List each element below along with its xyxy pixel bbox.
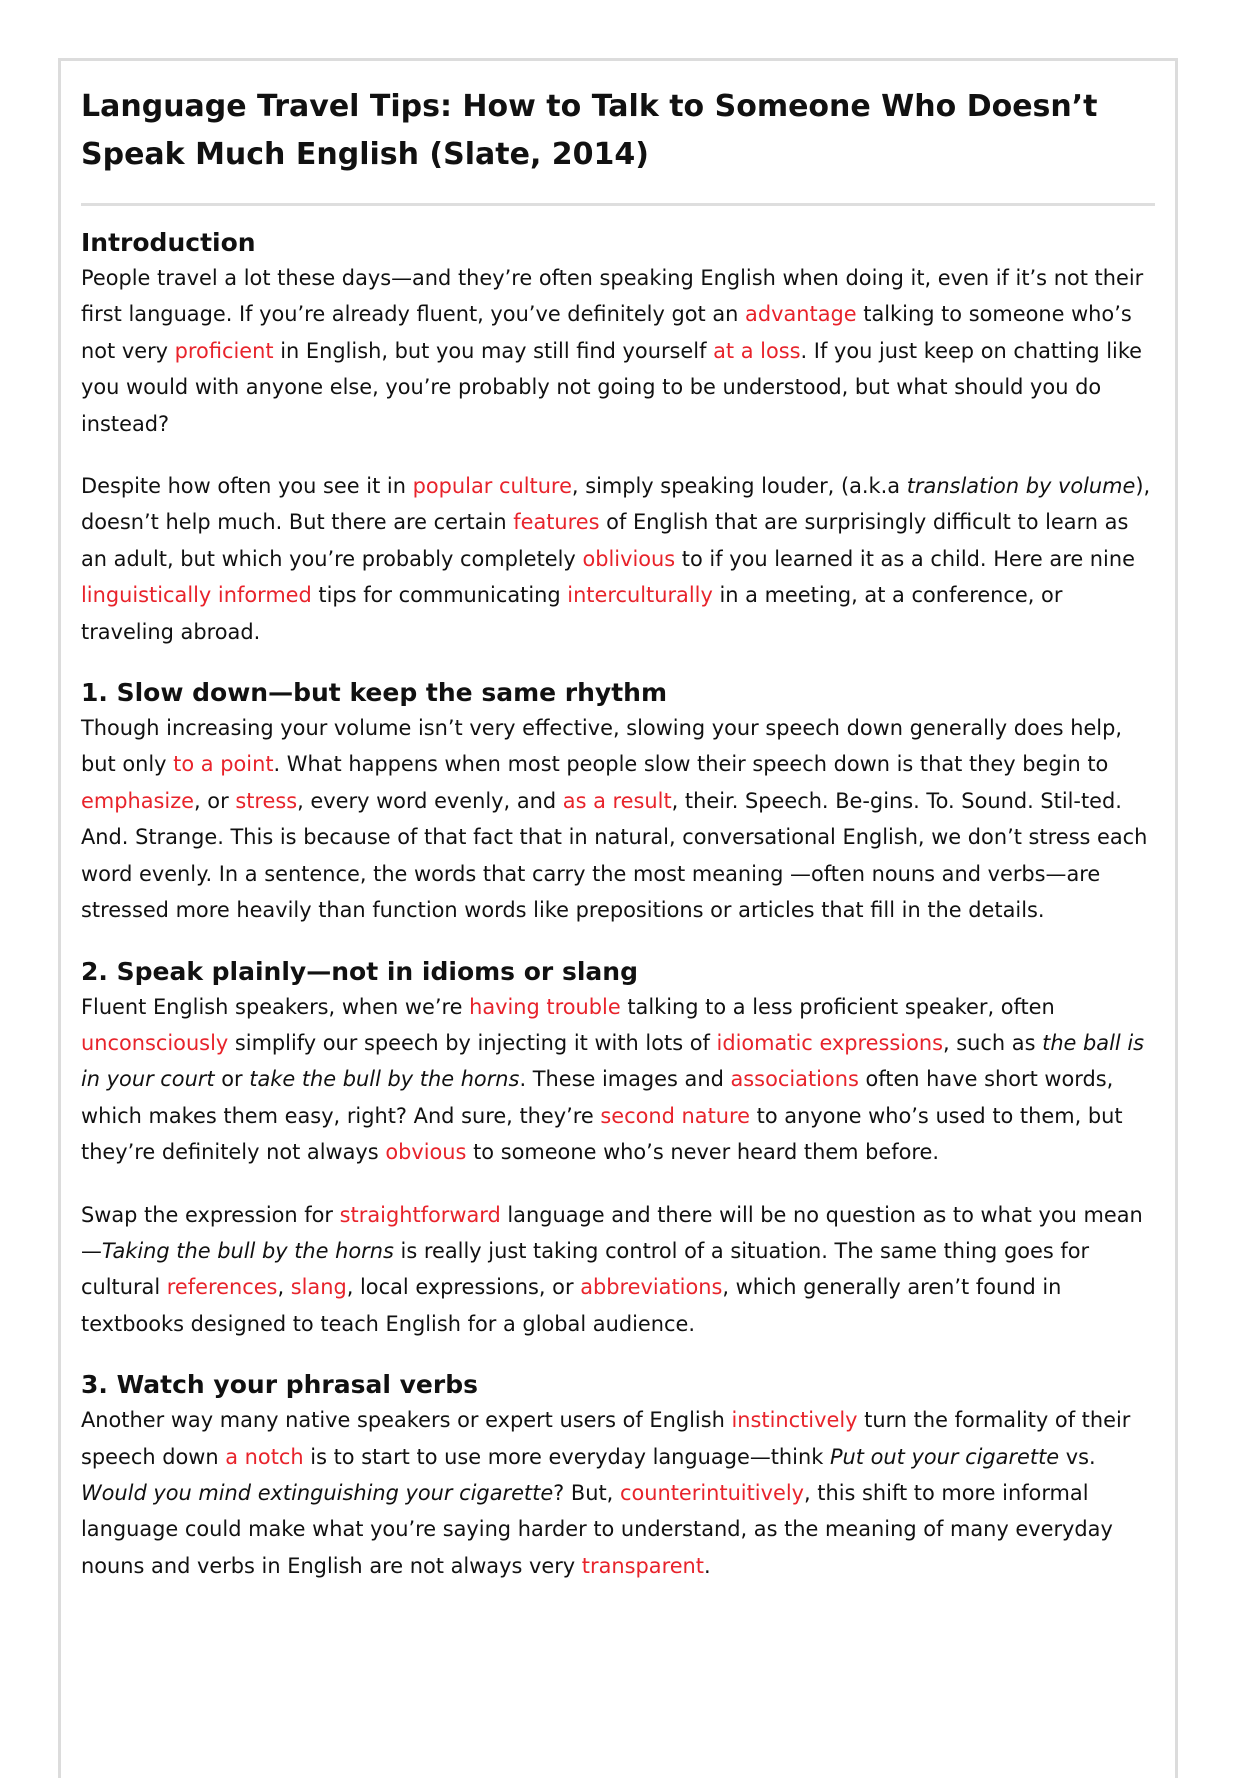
- text-run: . What happens when most people slow their speech down is that they begin to: [273, 752, 1109, 777]
- highlighted-term: as a result: [562, 788, 672, 813]
- highlighted-term: counterintuitively: [619, 1480, 804, 1505]
- paragraph: [81, 260, 1155, 442]
- highlighted-term: associations: [730, 1067, 859, 1092]
- text-run: to anyone who’s used to them, but they’re definitely not always: [81, 1103, 1123, 1165]
- highlighted-term: straightforward: [339, 1202, 501, 1227]
- paragraph: [81, 989, 1155, 1171]
- article-card: [58, 58, 1178, 1778]
- highlighted-term: oblivious: [582, 546, 676, 571]
- text-run: , or: [194, 788, 236, 813]
- highlighted-term: linguistically informed: [81, 583, 312, 608]
- section-heading: Introduction: [81, 228, 256, 257]
- highlighted-term: at a loss: [713, 338, 801, 363]
- italic-phrase: the ball is in your court: [81, 1030, 1145, 1092]
- paragraph: [81, 1197, 1155, 1343]
- highlighted-term: second nature: [600, 1103, 750, 1128]
- highlighted-term: a notch: [225, 1444, 304, 1469]
- text-run: Though increasing your volume isn’t very effective, slowing your speech down generally does help, but only: [81, 716, 1123, 777]
- highlighted-term: abbreviations: [580, 1275, 723, 1300]
- text-run: ,: [277, 1275, 291, 1300]
- text-run: simplify our speech by injecting it with lots of: [228, 1030, 717, 1055]
- text-run: to if you learned it as a child. Here are nine: [675, 546, 1135, 571]
- article-section: [81, 955, 1155, 1343]
- paragraph: [81, 468, 1155, 650]
- highlighted-term: instinctively: [731, 1408, 858, 1433]
- text-run: People travel a lot these days—and they’re often speaking English when doing it, even if it’s not their first language. If you’re already fluent, you’ve definitely got an: [81, 266, 1144, 327]
- text-run: of English that are surprisingly difficult to learn as an adult, but which you’re probably completely: [81, 510, 1129, 571]
- italic-phrase: Taking the bull by the horns: [101, 1238, 394, 1263]
- text-run: or: [214, 1067, 250, 1092]
- highlighted-term: interculturally: [567, 583, 713, 608]
- highlighted-term: having trouble: [469, 994, 621, 1019]
- text-run: , simply speaking louder, (a.k.a: [571, 474, 907, 499]
- text-run: often have short words, which makes them easy, right? And sure, they’re: [81, 1067, 1114, 1128]
- highlighted-term: proficient: [174, 338, 274, 363]
- italic-phrase: translation by volume: [906, 474, 1136, 499]
- highlighted-term: idiomatic expressions: [716, 1030, 944, 1055]
- text-run: . If you just keep on chatting like you would with anyone else, you’re probably not going to be understood, but what should you do instead?: [81, 338, 1143, 436]
- highlighted-term: to a point: [173, 752, 274, 777]
- text-run: language and there will be no question as to what you mean—: [81, 1202, 1143, 1263]
- text-run: Despite how often you see it in: [81, 474, 413, 499]
- text-run: is to start to use more everyday language—think: [303, 1444, 830, 1469]
- paragraph: [81, 1402, 1155, 1584]
- article-section: [81, 676, 1155, 928]
- text-run: ? But,: [553, 1480, 620, 1505]
- italic-phrase: Would you mind extinguishing your cigarette: [81, 1480, 554, 1505]
- text-run: tips for communicating: [311, 583, 568, 608]
- italic-phrase: take the bull by the horns: [249, 1067, 520, 1092]
- text-run: Another way many native speakers or expert users of English: [81, 1408, 732, 1433]
- text-run: in English, but you may still find yourself: [273, 338, 714, 363]
- text-run: talking to someone who’s not very: [81, 302, 1132, 363]
- italic-phrase: Put out your cigarette: [829, 1444, 1060, 1469]
- article-section: [81, 1368, 1155, 1584]
- text-run: , every word evenly, and: [297, 788, 563, 813]
- article-title: Language Travel Tips: How to Talk to Someone Who Doesn’t Speak Much English (Slate, 2014): [81, 89, 1098, 172]
- section-heading: 3. Watch your phrasal verbs: [81, 1370, 478, 1400]
- title-divider: [81, 203, 1155, 206]
- text-run: to someone who’s never heard them before.: [466, 1140, 940, 1165]
- text-run: , their. Speech. Be-gins. To. Sound. Stil-ted. And. Strange. This is because of that fact that in natural, conversational English, we don’t stress each word evenly. In a sentence, the words that carry the most meaning —often nouns and verbs—are stressed more heavily than function words like prepositions or articles that fill in the details.: [81, 788, 1148, 923]
- section-heading: 2. Speak plainly—not in idioms or slang: [81, 956, 638, 986]
- highlighted-term: slang: [290, 1275, 347, 1300]
- text-run: turn the formality of their speech down: [81, 1408, 1131, 1469]
- text-run: , local expressions, or: [346, 1275, 581, 1300]
- section-heading: 1. Slow down—but keep the same rhythm: [81, 678, 668, 708]
- text-run: ), doesn’t help much. But there are certain: [81, 474, 1151, 535]
- highlighted-term: references: [166, 1275, 278, 1300]
- highlighted-term: transparent: [581, 1553, 704, 1578]
- text-run: vs.: [1059, 1444, 1096, 1469]
- text-run: Fluent English speakers, when we’re: [81, 994, 470, 1019]
- text-run: . These images and: [519, 1067, 731, 1092]
- article-body: [81, 226, 1155, 1584]
- article-section: [81, 226, 1155, 650]
- highlighted-term: obvious: [385, 1140, 467, 1165]
- text-run: Swap the expression for: [81, 1202, 340, 1227]
- text-run: .: [703, 1553, 711, 1578]
- text-run: , this shift to more informal language could make what you’re saying harder to understand, as the meaning of many everyday nouns and verbs in English are not always very: [81, 1480, 1113, 1578]
- highlighted-term: advantage: [745, 302, 857, 327]
- highlighted-term: emphasize: [81, 788, 195, 813]
- highlighted-term: features: [513, 510, 600, 535]
- highlighted-term: unconsciously: [81, 1030, 229, 1055]
- text-run: in a meeting, at a conference, or traveling abroad.: [81, 583, 1063, 644]
- paragraph: [81, 710, 1155, 928]
- text-run: , such as: [943, 1030, 1043, 1055]
- highlighted-term: stress: [235, 788, 298, 813]
- text-run: , which generally aren’t found in textbooks designed to teach English for a global audience.: [81, 1275, 1062, 1336]
- highlighted-term: popular culture: [412, 474, 572, 499]
- text-run: is really just taking control of a situation. The same thing goes for cultural: [81, 1238, 1090, 1300]
- text-run: talking to a less proficient speaker, often: [620, 994, 1055, 1019]
